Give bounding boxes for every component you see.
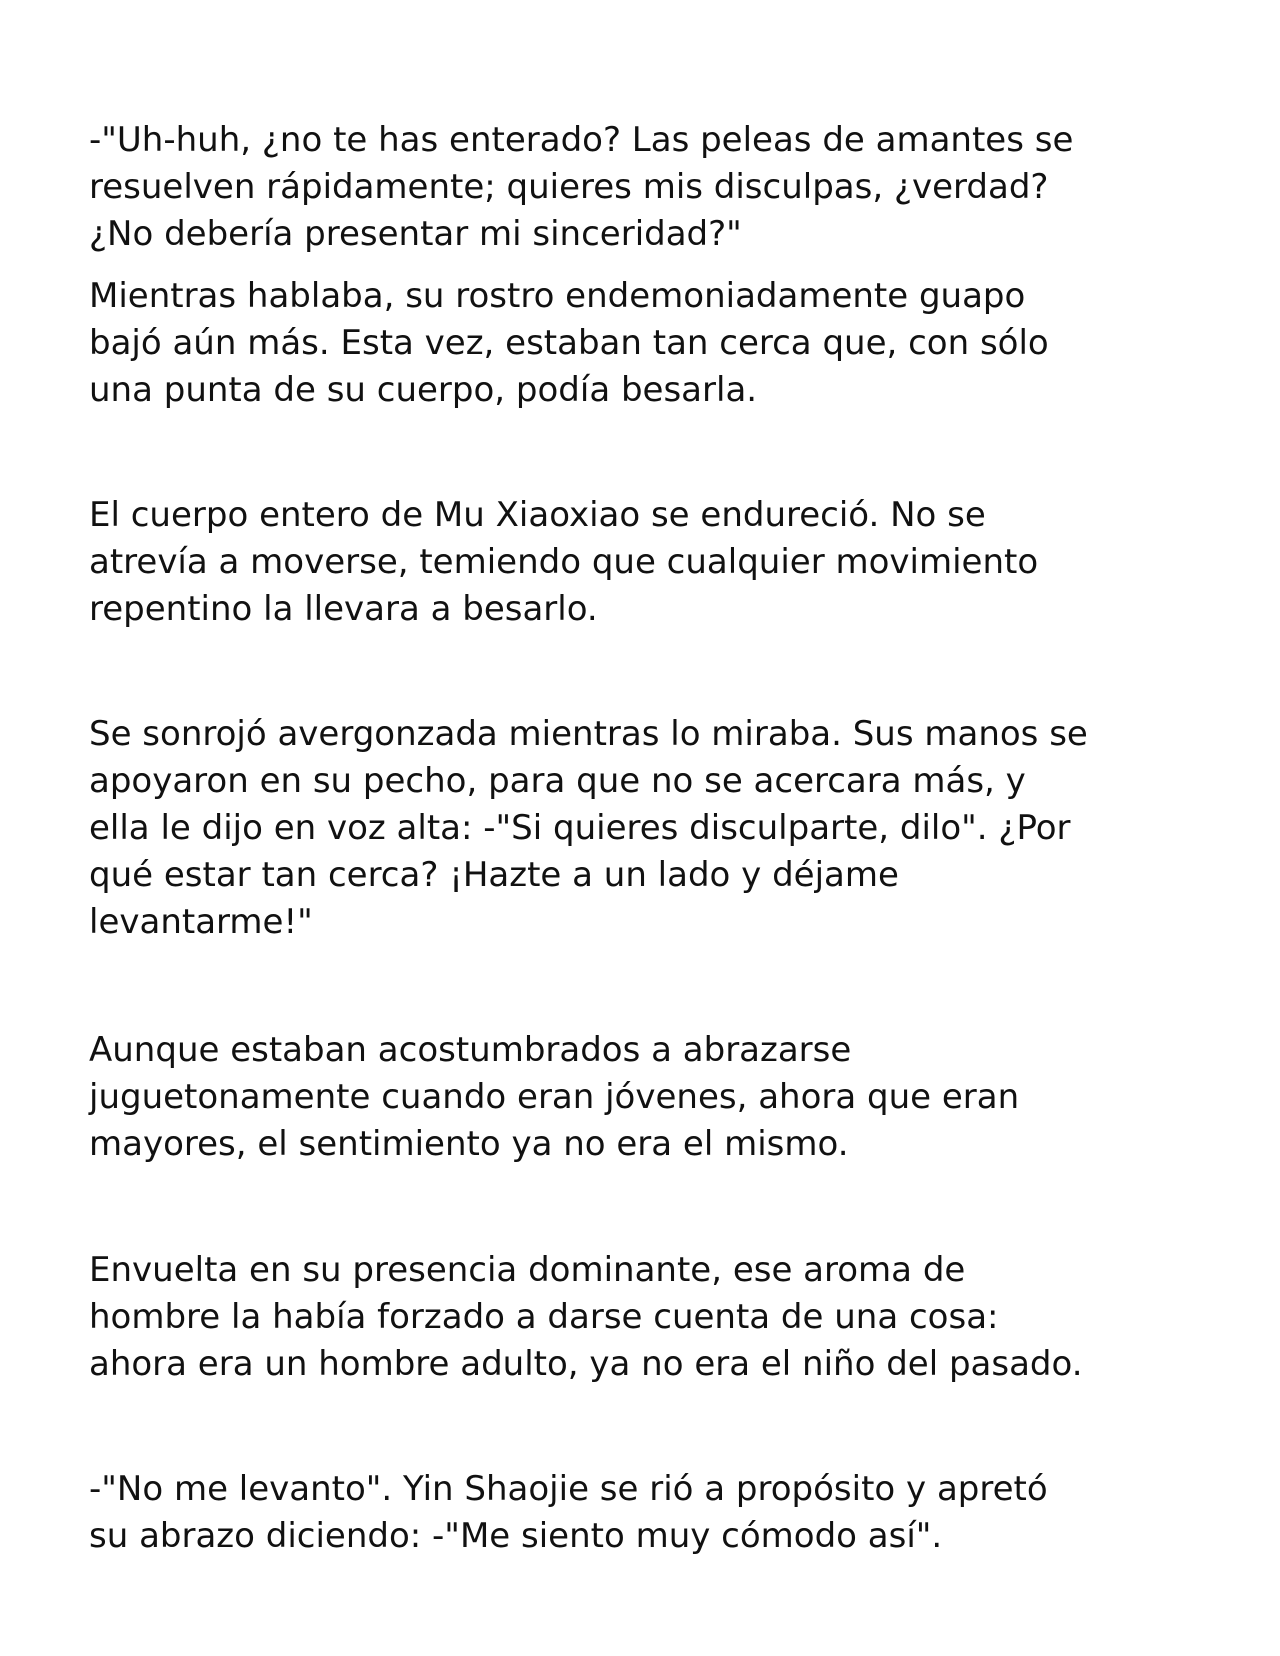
paragraph-line: atrevía a moverse, temiendo que cualquier movimiento	[89, 542, 1039, 582]
paragraph-line: Aunque estaban acostumbrados a abrazarse	[89, 1030, 852, 1070]
paragraph-line: ella le dijo en voz alta: -"Si quieres disculparte, dilo". ¿Por	[89, 808, 1071, 848]
paragraph-line: apoyaron en su pecho, para que no se acercara más, y	[89, 761, 1026, 801]
paragraph-line: bajó aún más. Esta vez, estaban tan cerca que, con sólo	[89, 323, 1049, 363]
paragraph-line: levantarme!"	[89, 902, 313, 942]
paragraph-line: su abrazo diciendo: -"Me siento muy cómodo así".	[89, 1516, 943, 1556]
paragraph-5	[89, 1027, 1209, 1168]
paragraph-line: mayores, el sentimiento ya no era el mismo.	[89, 1124, 849, 1164]
paragraph-line: qué estar tan cerca? ¡Hazte a un lado y déjame	[89, 855, 899, 895]
paragraph-2	[89, 273, 1209, 414]
paragraph-line: ahora era un hombre adulto, ya no era el niño del pasado.	[89, 1344, 1083, 1384]
paragraph-line: El cuerpo entero de Mu Xiaoxiao se endureció. No se	[89, 495, 986, 535]
paragraph-7	[89, 1466, 1209, 1560]
paragraph-line: -"No me levanto". Yin Shaojie se rió a propósito y apretó	[89, 1469, 1048, 1509]
paragraph-1	[89, 117, 1209, 258]
paragraph-6	[89, 1247, 1209, 1388]
paragraph-line: ¿No debería presentar mi sinceridad?"	[89, 214, 742, 254]
paragraph-line: Mientras hablaba, su rostro endemoniadamente guapo	[89, 276, 1026, 316]
paragraph-4	[89, 711, 1209, 946]
paragraph-line: Se sonrojó avergonzada mientras lo miraba. Sus manos se	[89, 714, 1088, 754]
paragraph-line: una punta de su cuerpo, podía besarla.	[89, 370, 758, 410]
paragraph-line: -"Uh-huh, ¿no te has enterado? Las peleas de amantes se	[89, 120, 1074, 160]
paragraph-line: repentino la llevara a besarlo.	[89, 589, 598, 629]
paragraph-line: juguetonamente cuando eran jóvenes, ahora que eran	[89, 1077, 1020, 1117]
paragraph-line: resuelven rápidamente; quieres mis disculpas, ¿verdad?	[89, 167, 1049, 207]
paragraph-3	[89, 492, 1209, 633]
paragraph-line: Envuelta en su presencia dominante, ese aroma de	[89, 1250, 966, 1290]
paragraph-line: hombre la había forzado a darse cuenta de una cosa:	[89, 1297, 999, 1337]
